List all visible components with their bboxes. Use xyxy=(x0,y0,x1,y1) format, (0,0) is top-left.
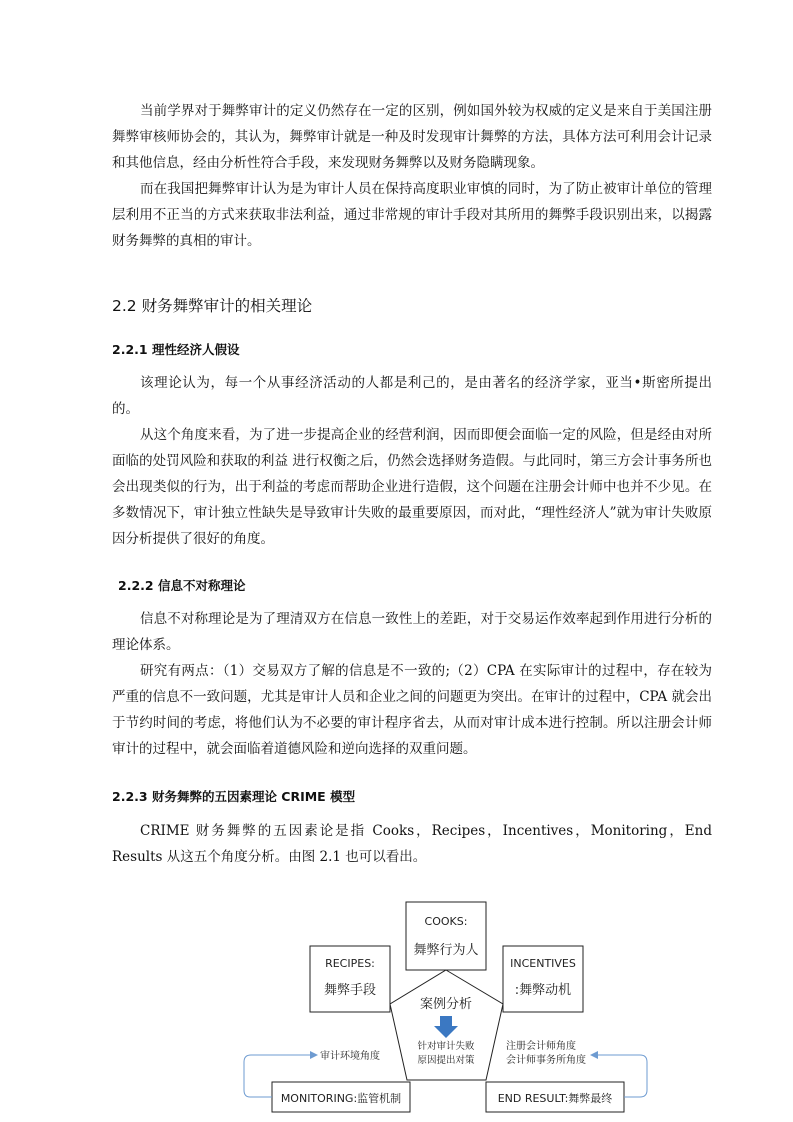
section-heading-2-2-2: 2.2.2 信息不对称理论 xyxy=(118,578,246,593)
paragraph-rational-economic-man: 该理论认为，每一个从事经济活动的人都是利己的，是由著名的经济学家，亚当•斯密所提出的。 xyxy=(112,375,712,417)
cooks-label: 舞弊行为人 xyxy=(413,943,479,958)
paragraph-fraud-audit-definition-foreign: 当前学界对于舞弊审计的定义仍然存在一定的区别，例如国外较为权威的定义是来自于美国注册舞弊审核师协会的，其认为，舞弊审计就是一种及时发现审计舞弊的方法，具体方法可利用会计记录和其他信息，经由分析性符合手段，来发现财务舞弊以及财务隐瞒现象。 xyxy=(112,103,712,171)
monitoring-box xyxy=(272,1082,410,1112)
case-analysis-pentagon xyxy=(390,970,503,1080)
recipes-title: RECIPES: xyxy=(325,957,375,970)
left-arrow-head-icon xyxy=(310,1051,318,1059)
audit-environment-note: 审计环境角度 xyxy=(320,1051,380,1062)
right-arrow-head-icon xyxy=(590,1051,598,1059)
case-analysis-line2: 原因提出对策 xyxy=(417,1055,475,1066)
paragraph-information-asymmetry: 信息不对称理论是为了理清双方在信息一致性上的差距，对于交易运作效率起到作用进行分析的理论体系。 xyxy=(112,611,712,653)
cooks-title: COOKS: xyxy=(424,915,468,928)
cpa-perspective-note: 注册会计师角度 xyxy=(506,1041,576,1052)
paragraph-crime-model: CRIME 财务舞弊的五因素论是指 Cooks，Recipes，Incentives，Monitoring，End Results 从这五个角度分析。由图 2.1 也可以看出。 xyxy=(112,823,712,865)
paragraph-rational-economic-man-analysis: 从这个角度来看，为了进一步提高企业的经营利润，因而即便会面临一定的风险，但是经由对所面临的处罚风险和获取的利益 进行权衡之后，仍然会选择财务造假。与此同时，第三方会计事务所也会出现类似的行为，出于利益的考虑而帮助企业进行造假，这个问题在注册会计师中也并不少见。在多数情况下，审计独立性缺失是导致审计失败的最重要原因，而对此，“理性经济人”就为审计失败原因分析提供了很好的角度。 xyxy=(112,427,712,547)
accounting-firm-perspective-note: 会计师事务所角度 xyxy=(506,1055,586,1066)
section-heading-2-2-1: 2.2.1 理性经济人假设 xyxy=(112,342,240,357)
cooks-box xyxy=(406,902,486,970)
section-heading-2-2-3: 2.2.3 财务舞弊的五因素理论 CRIME 模型 xyxy=(112,789,356,804)
case-analysis-title: 案例分析 xyxy=(419,997,473,1012)
monitoring-label: MONITORING:监管机制 xyxy=(280,1092,402,1105)
section-heading-2-2: 2.2 财务舞弊审计的相关理论 xyxy=(112,297,313,315)
recipes-box xyxy=(310,946,390,1012)
incentives-title: INCENTIVES xyxy=(510,957,576,970)
end-result-box xyxy=(486,1082,624,1112)
case-analysis-line1: 针对审计失败 xyxy=(417,1041,475,1052)
end-result-label: END RESULT:舞弊最终 xyxy=(497,1092,613,1105)
incentives-label: :舞弊动机 xyxy=(514,983,572,998)
paragraph-fraud-audit-definition-china: 而在我国把舞弊审计认为是为审计人员在保持高度职业审慎的同时，为了防止被审计单位的管理层利用不正当的方式来获取非法利益，通过非常规的审计手段对其所用的舞弊手段识别出来，以揭露财务舞弊的真相的审计。 xyxy=(112,181,712,249)
incentives-box xyxy=(503,946,583,1012)
paragraph-information-asymmetry-research: 研究有两点：（1）交易双方了解的信息是不一致的;（2）CPA 在实际审计的过程中，存在较为严重的信息不一致问题，尤其是审计人员和企业之间的问题更为突出。在审计的过程中，CPA 就会出于节约时间的考虑，将他们认为不必要的审计程序省去，从而对审计成本进行控制。所以注册会计师审计的过程中，就会面临着道德风险和逆向选择的双重问题。 xyxy=(112,663,712,757)
recipes-label: 舞弊手段 xyxy=(323,983,377,998)
